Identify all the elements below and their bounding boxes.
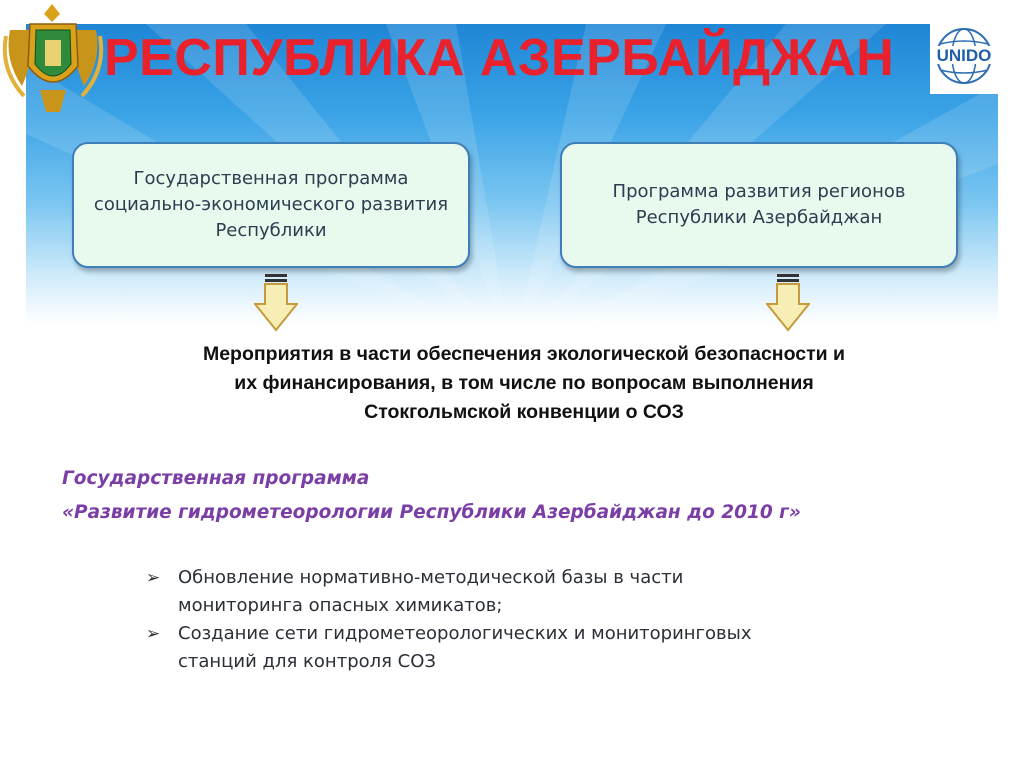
list-item-text: Создание сети гидрометеорологических и мониторинговых bbox=[178, 623, 752, 644]
page-title: РЕСПУБЛИКА АЗЕРБАЙДЖАН bbox=[104, 29, 895, 87]
list-item bbox=[144, 620, 904, 676]
list-item-text: Обновление нормативно-методической базы в части bbox=[178, 567, 684, 588]
bullet-list bbox=[144, 564, 904, 676]
state-program-name: «Развитие гидрометеорологии Республики Азербайджан до 2010 г» bbox=[62, 502, 801, 523]
list-item-text: мониторинга опасных химикатов; bbox=[178, 595, 503, 616]
arrow-bullet-icon: ➢ bbox=[146, 624, 161, 644]
svg-text:UNIDO: UNIDO bbox=[936, 46, 992, 65]
state-program-title bbox=[62, 462, 962, 530]
unido-logo-icon bbox=[930, 18, 998, 94]
program-box-regions bbox=[560, 142, 958, 268]
coat-of-arms-emblem-icon bbox=[0, 0, 106, 118]
down-arrow-icon bbox=[254, 274, 298, 332]
program-box-label: Программа развития регионов Республики Азербайджан bbox=[612, 181, 906, 228]
state-program-line: Государственная программа bbox=[62, 468, 370, 489]
unido-logo bbox=[930, 18, 998, 94]
measures-line: их финансирования, в том числе по вопросам выполнения bbox=[234, 372, 814, 394]
arrow-bullet-icon: ➢ bbox=[146, 568, 161, 588]
list-item-text: станций для контроля СОЗ bbox=[178, 651, 436, 672]
measures-line: Стокгольмской конвенции о СОЗ bbox=[364, 401, 684, 423]
measures-heading bbox=[86, 340, 962, 427]
measures-line: Мероприятия в части обеспечения экологической безопасности и bbox=[202, 343, 846, 365]
list-item bbox=[144, 564, 904, 620]
down-arrow-icon bbox=[766, 274, 810, 332]
program-box-label: Государственная программа социально-экономического развития Республики bbox=[93, 168, 449, 241]
program-box-socioeconomic bbox=[72, 142, 470, 268]
